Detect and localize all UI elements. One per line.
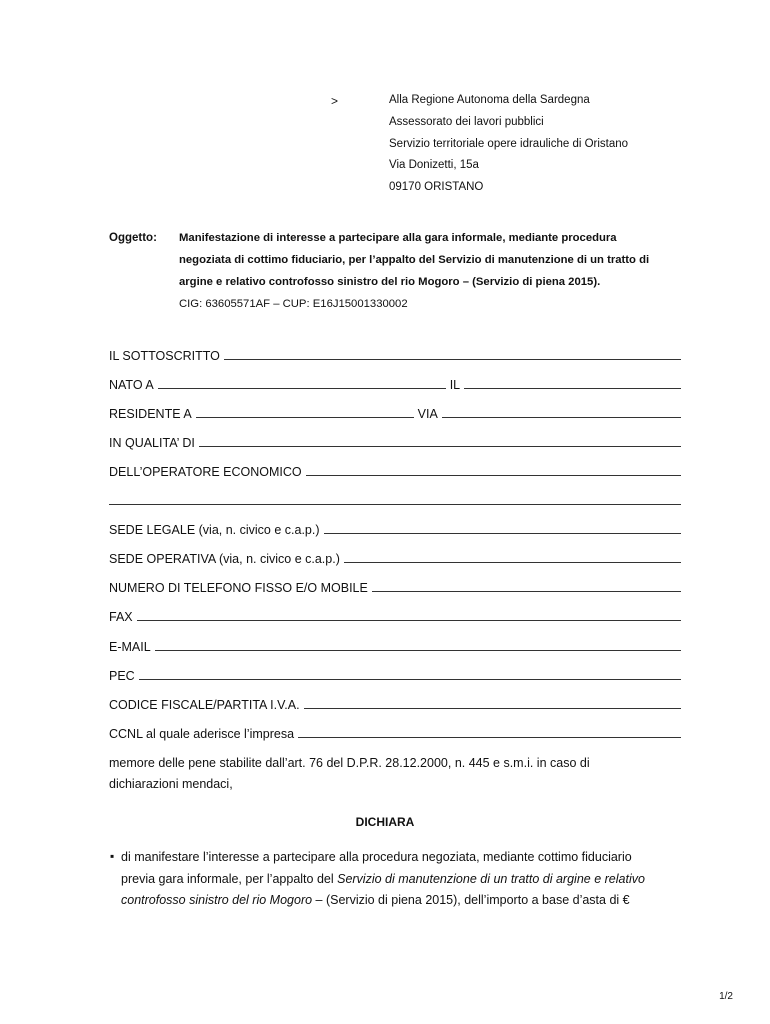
sottoscritto-field[interactable] <box>109 345 681 363</box>
codice-fiscale-field[interactable] <box>109 694 681 712</box>
ccnl-field[interactable] <box>109 723 681 741</box>
blank-line[interactable] <box>372 578 681 592</box>
bullet-icon: ▪ <box>110 849 115 863</box>
blank-line[interactable] <box>224 346 681 360</box>
declaration-text: previa gara informale, per l’appalto del <box>121 872 338 886</box>
blank-line[interactable] <box>137 607 681 621</box>
field-label: RESIDENTE A <box>109 407 192 421</box>
recipient-line: Alla Regione Autonoma della Sardegna <box>389 94 590 106</box>
email-field[interactable] <box>109 636 681 654</box>
subject-line: argine e relativo controfosso sinistro del rio Mogoro – (Servizio di piena 2015). <box>179 276 601 288</box>
subject-line: Manifestazione di interesse a partecipare alla gara informale, mediante procedura <box>179 232 617 244</box>
blank-line[interactable] <box>306 462 681 476</box>
qualita-field[interactable] <box>109 432 681 450</box>
subject-label: Oggetto: <box>109 232 157 244</box>
operatore-continuation[interactable] <box>109 490 681 508</box>
field-label: PEC <box>109 669 135 683</box>
field-label: NATO A <box>109 378 154 392</box>
recipient-line: Servizio territoriale opere idrauliche di Oristano <box>389 138 629 150</box>
dichiara-heading: DICHIARA <box>355 815 415 829</box>
declaration-service-title: Servizio di manutenzione di un tratto di argine e relativo <box>337 872 645 886</box>
field-label: NUMERO DI TELEFONO FISSO E/O MOBILE <box>109 581 368 595</box>
blank-line[interactable] <box>158 375 446 389</box>
field-label: FAX <box>109 610 133 624</box>
sede-legale-field[interactable] <box>109 519 681 537</box>
blank-line[interactable] <box>139 666 681 680</box>
declaration-line <box>121 872 645 886</box>
recipient-line: 09170 ORISTANO <box>389 181 484 193</box>
field-label: IN QUALITA’ DI <box>109 436 195 450</box>
blank-line[interactable] <box>109 491 681 505</box>
nato-a-field[interactable] <box>109 374 681 392</box>
field-label: SEDE OPERATIVA (via, n. civico e c.a.p.) <box>109 552 340 566</box>
field-label: VIA <box>417 407 438 421</box>
recipient-marker: > <box>331 94 339 108</box>
recipient-line: Assessorato dei lavori pubblici <box>389 116 544 128</box>
blank-line[interactable] <box>155 637 681 651</box>
blank-line[interactable] <box>464 375 681 389</box>
blank-line[interactable] <box>199 433 681 447</box>
pec-field[interactable] <box>109 665 681 683</box>
declaration-service-title: controfosso sinistro del rio Mogoro <box>121 893 313 907</box>
field-label: IL <box>449 378 461 392</box>
residente-field[interactable] <box>109 403 681 421</box>
field-label: IL SOTTOSCRITTO <box>109 349 220 363</box>
cig-cup: CIG: 63605571AF – CUP: E16J15001330002 <box>179 298 408 310</box>
blank-line[interactable] <box>196 404 414 418</box>
recipient-line: Via Donizetti, 15a <box>389 159 479 171</box>
blank-line[interactable] <box>442 404 681 418</box>
blank-line[interactable] <box>344 549 681 563</box>
blank-line[interactable] <box>324 520 682 534</box>
memore-line: memore delle pene stabilite dall’art. 76 del D.P.R. 28.12.2000, n. 445 e s.m.i. in caso di <box>109 756 590 770</box>
field-label: CCNL al quale aderisce l’impresa <box>109 727 295 741</box>
field-label: CODICE FISCALE/PARTITA I.V.A. <box>109 698 300 712</box>
sede-operativa-field[interactable] <box>109 548 681 566</box>
declaration-line <box>121 893 630 907</box>
field-label: SEDE LEGALE (via, n. civico e c.a.p.) <box>109 523 320 537</box>
page-number: 1/2 <box>719 991 733 1002</box>
blank-line[interactable] <box>298 724 681 738</box>
memore-line: dichiarazioni mendaci, <box>109 777 233 791</box>
telefono-field[interactable] <box>109 577 681 595</box>
declaration-text: – (Servizio di piena 2015), dell’importo a base d’asta di € <box>312 893 630 907</box>
blank-line[interactable] <box>304 695 681 709</box>
field-label: DELL’OPERATORE ECONOMICO <box>109 465 302 479</box>
subject-line: negoziata di cottimo fiduciario, per l’appalto del Servizio di manutenzione di un tratto di <box>179 254 650 266</box>
field-label: E-MAIL <box>109 640 151 654</box>
fax-field[interactable] <box>109 606 681 624</box>
declaration-line: di manifestare l’interesse a partecipare alla procedura negoziata, mediante cottimo fiduciario <box>121 850 632 864</box>
operatore-field[interactable] <box>109 461 681 479</box>
